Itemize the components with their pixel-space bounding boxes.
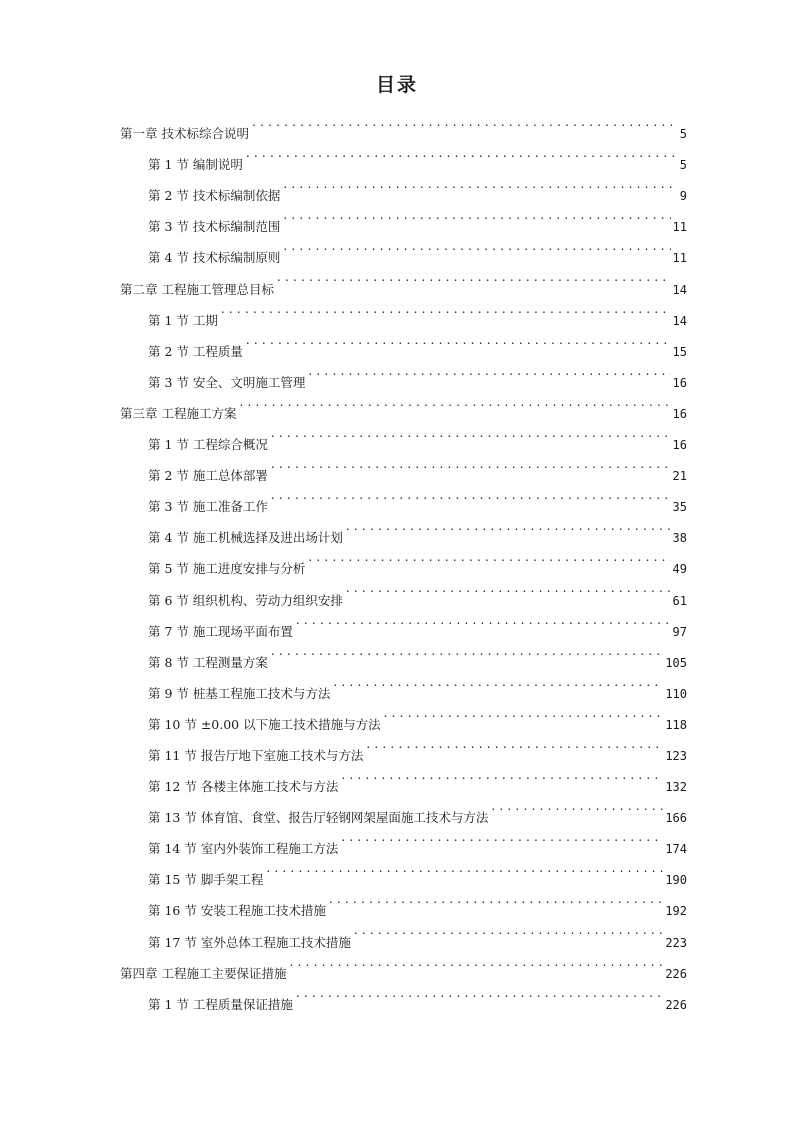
toc-entry-label: 第 16 节 安装工程施工技术措施 bbox=[148, 903, 326, 919]
toc-entry-label: 第 6 节 组织机构、劳动力组织安排 bbox=[148, 592, 343, 608]
toc-page-number: 226 bbox=[665, 966, 687, 981]
toc-dot-leader bbox=[341, 760, 663, 791]
toc-dot-leader bbox=[271, 636, 663, 667]
toc-page-number: 110 bbox=[665, 686, 687, 701]
toc-dot-leader bbox=[277, 262, 671, 293]
table-of-contents bbox=[120, 107, 687, 1012]
toc-page-number: 49 bbox=[672, 562, 687, 577]
toc-entry-label: 第 4 节 施工机械选择及进出场计划 bbox=[148, 530, 343, 546]
toc-entry-label: 第 12 节 各楼主体施工技术与方法 bbox=[148, 779, 339, 795]
toc-page-number: 9 bbox=[679, 189, 687, 204]
toc-dot-leader bbox=[329, 884, 663, 915]
toc-dot-leader bbox=[271, 480, 671, 511]
toc-page-number: 14 bbox=[672, 313, 687, 328]
toc-dot-leader bbox=[384, 698, 664, 729]
toc-page-number: 11 bbox=[672, 220, 687, 235]
toc-entry-label: 第 2 节 技术标编制依据 bbox=[148, 188, 281, 204]
toc-dot-leader bbox=[252, 107, 678, 138]
toc-dot-leader bbox=[283, 169, 677, 200]
toc-dot-leader bbox=[341, 822, 663, 853]
toc-dot-leader bbox=[346, 573, 671, 604]
toc-page-number: 35 bbox=[672, 500, 687, 515]
toc-dot-leader bbox=[296, 978, 663, 1009]
toc-entry-label: 第 1 节 工程综合概况 bbox=[148, 437, 268, 453]
toc-entry-label: 第 13 节 体育馆、食堂、报告厅轻钢网架屋面施工技术与方法 bbox=[148, 810, 489, 826]
toc-entry-label: 第 7 节 施工现场平面布置 bbox=[148, 623, 293, 639]
toc-page-number: 16 bbox=[672, 375, 687, 390]
toc-page-number: 5 bbox=[679, 127, 687, 142]
toc-page-number: 21 bbox=[672, 469, 687, 484]
toc-page-number: 16 bbox=[672, 406, 687, 421]
toc-page-number: 5 bbox=[679, 158, 687, 173]
toc-entry-label: 第 17 节 室外总体工程施工技术措施 bbox=[148, 934, 351, 950]
toc-page-number: 38 bbox=[672, 531, 687, 546]
toc-entry-label: 第 3 节 施工准备工作 bbox=[148, 499, 268, 515]
toc-page-number: 97 bbox=[672, 624, 687, 639]
toc-entry-label: 第 1 节 编制说明 bbox=[148, 157, 243, 173]
toc-entry-label: 第二章 工程施工管理总目标 bbox=[120, 281, 274, 297]
toc-page-number: 16 bbox=[672, 438, 687, 453]
toc-entry-label: 第 5 节 施工进度安排与分析 bbox=[148, 561, 306, 577]
toc-entry-label: 第 4 节 技术标编制原则 bbox=[148, 250, 281, 266]
toc-dot-leader bbox=[239, 387, 670, 418]
toc-dot-leader bbox=[271, 418, 671, 449]
toc-page-number: 226 bbox=[665, 997, 687, 1012]
toc-dot-leader bbox=[308, 356, 670, 387]
toc-page-number: 192 bbox=[665, 904, 687, 919]
toc-dot-leader bbox=[246, 138, 678, 169]
toc-entry-label: 第 2 节 工程质量 bbox=[148, 343, 243, 359]
toc-page-number: 14 bbox=[672, 282, 687, 297]
toc-dot-leader bbox=[271, 449, 671, 480]
toc-entry-label: 第 15 节 脚手架工程 bbox=[148, 872, 264, 888]
toc-dot-leader bbox=[333, 667, 663, 698]
toc-page-number: 123 bbox=[665, 748, 687, 763]
toc-page-number: 11 bbox=[672, 251, 687, 266]
toc-entry-label: 第 3 节 安全、文明施工管理 bbox=[148, 374, 306, 390]
toc-entry-label: 第 1 节 工期 bbox=[148, 312, 218, 328]
toc-page-number: 118 bbox=[665, 717, 687, 732]
toc-entry-label: 第 11 节 报告厅地下室施工技术与方法 bbox=[148, 747, 364, 763]
toc-entry-label: 第一章 技术标综合说明 bbox=[120, 126, 249, 142]
toc-entry-label: 第 10 节 ±0.00 以下施工技术措施与方法 bbox=[148, 716, 381, 732]
toc-dot-leader bbox=[283, 200, 670, 231]
toc-dot-leader bbox=[346, 511, 671, 542]
toc-dot-leader bbox=[221, 294, 671, 325]
toc-page-number: 190 bbox=[665, 873, 687, 888]
toc-page-number: 166 bbox=[665, 811, 687, 826]
toc-dot-leader bbox=[246, 325, 671, 356]
toc-entry-label: 第 1 节 工程质量保证措施 bbox=[148, 996, 293, 1012]
toc-dot-leader bbox=[308, 542, 670, 573]
toc-entry-label: 第 8 节 工程测量方案 bbox=[148, 654, 268, 670]
toc-entry-label: 第 3 节 技术标编制范围 bbox=[148, 219, 281, 235]
toc-page-number: 105 bbox=[665, 655, 687, 670]
toc-dot-leader bbox=[283, 231, 670, 262]
toc-entry-label: 第 9 节 桩基工程施工技术与方法 bbox=[148, 685, 331, 701]
toc-title: 目录 bbox=[375, 74, 418, 96]
toc-page-number: 61 bbox=[672, 593, 687, 608]
toc-entry-label: 第三章 工程施工方案 bbox=[120, 405, 237, 421]
toc-page-number: 223 bbox=[665, 935, 687, 950]
toc-dot-leader bbox=[289, 947, 663, 978]
toc-page-number: 132 bbox=[665, 780, 687, 795]
toc-page-number: 15 bbox=[672, 344, 687, 359]
toc-dot-leader bbox=[354, 915, 663, 946]
toc-dot-leader bbox=[366, 729, 663, 760]
toc-entry-label: 第四章 工程施工主要保证措施 bbox=[120, 965, 287, 981]
toc-dot-leader bbox=[491, 791, 663, 822]
toc-page-number: 174 bbox=[665, 842, 687, 857]
toc-entry-label: 第 14 节 室内外装饰工程施工方法 bbox=[148, 841, 339, 857]
toc-entry-label: 第 2 节 施工总体部署 bbox=[148, 468, 268, 484]
toc-chapter-entry[interactable] bbox=[120, 107, 687, 142]
toc-dot-leader bbox=[296, 605, 671, 636]
toc-dot-leader bbox=[266, 853, 663, 884]
